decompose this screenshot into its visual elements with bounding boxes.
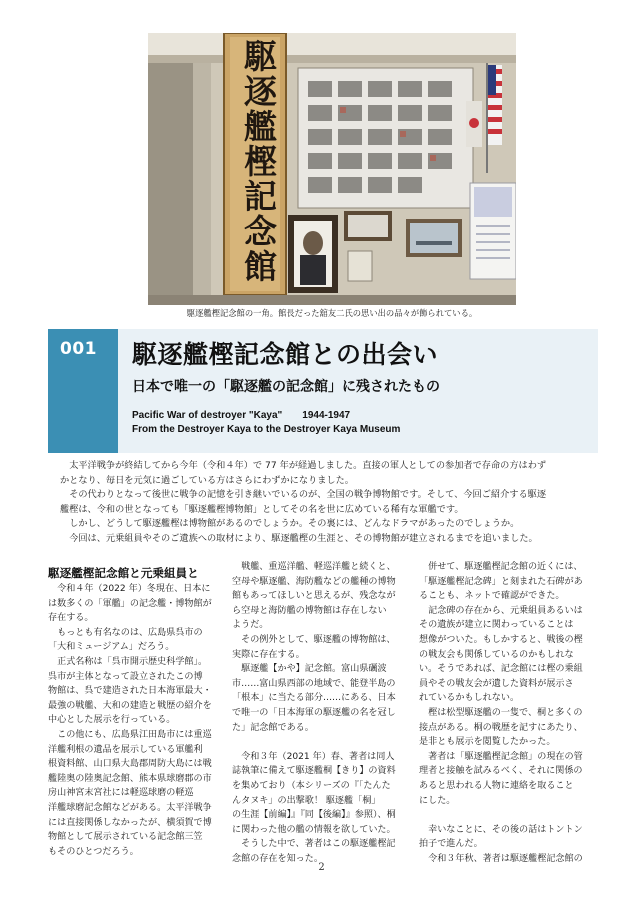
body-line: 最強の戦艦、大和の建造と戦歴の紹介を — [48, 700, 212, 711]
body-line: 著者は「駆逐艦樫記念館」の現在の管 — [428, 751, 583, 762]
body-line: ら空母と海防艦の博物館は存在しない — [232, 605, 387, 616]
body-line: もそのひとつだろう。 — [48, 846, 139, 857]
body-column-1 — [48, 582, 220, 859]
body-line: 誌執筆に備えて駆逐艦桐【きり】の資料 — [232, 766, 396, 777]
body-line: 駆逐艦【かや】記念館。富山県礪波 — [241, 664, 387, 675]
body-line: ようだ。 — [232, 620, 269, 631]
body-line: 員やその戦友会が遺した資料が展示さ — [419, 678, 574, 689]
lead-line: その代わりとなって後世に戦争の記憶を引き継いでいるのが、全国の戦争博物館です。そして、今回ご紹介する駆逐 — [69, 489, 547, 501]
body-line: 房山神宮末宮社には軽巡球磨の軽巡 — [48, 788, 194, 799]
body-line: 根資料館、山口県大島郡周防大島には戦 — [48, 759, 212, 770]
body-line: その例外として、駆逐艦の博物館は、 — [241, 634, 396, 645]
body-line: 存在する。 — [48, 613, 94, 624]
body-line: い。そうであれば、記念館には樫の乗組 — [419, 664, 583, 675]
body-line: この他にも、広島県江田島市には重巡 — [57, 729, 212, 740]
body-line: 戦艦、重巡洋艦、軽巡洋艦と続くと、 — [241, 562, 396, 572]
body-column-2 — [232, 560, 404, 866]
body-line: を集めており（本シリーズの『「たんた — [232, 780, 391, 791]
body-line: 記念碑の存在から、元乗組員あるいは — [428, 605, 583, 616]
body-line: 理者と接触を試みるべく、それに関係の — [419, 766, 583, 777]
body-line: 併せて、駆逐艦樫記念館の近くには、 — [428, 562, 583, 572]
body-line: 市……富山県西部の地域で、能登半島の — [232, 678, 396, 689]
body-line: 「駆逐艦樫記念碑」と刻まれた石碑があ — [419, 576, 583, 587]
lead-line: しかし、どうして駆逐艦樫は博物館があるのでしょうか。その裏には、どんなドラマがあったのでしょうか。 — [69, 518, 520, 530]
body-line: 「根本」に当たる部分……にある、日本 — [232, 693, 396, 704]
body-line: 念館の存在を知った。 — [232, 853, 323, 864]
body-line: 正式名称は「呉市開示歴史科学館」。 — [57, 656, 208, 667]
body-line: 接点がある。桐の戦歴を記すにあたり、 — [419, 722, 583, 733]
body-line: 令和３年（2021 年）春、著者は同人 — [241, 751, 395, 762]
body-line: には直接関係しなかったが、横須賀で博 — [48, 817, 212, 828]
body-line: あると思われる人物に連絡を取ること — [419, 780, 574, 791]
lead-paragraph — [60, 459, 590, 547]
body-line: 想像がついた。もしかすると、戦後の樫 — [419, 634, 583, 645]
lead-line: かとなり、毎日を元気に過ごしている方はさらにわずかになりました。 — [60, 474, 354, 486]
body-line: 「大和ミュージアム」だろう。 — [48, 642, 175, 653]
body-line: 中心とした展示を行っている。 — [48, 715, 176, 726]
body-column-3 — [419, 560, 597, 866]
body-line: 実際に存在する。 — [232, 649, 305, 660]
paragraph-gap — [232, 735, 404, 750]
body-line: 是非とも展示を閲覧したかった。 — [419, 737, 556, 748]
body-line: 令和３年秋、著者は駆逐艦樫記念館の — [428, 853, 583, 864]
body-line: で唯一の「日本海軍の駆逐艦の名を冠し — [232, 707, 396, 718]
body-line: は数多くの「軍艦」の記念艦・博物館が — [48, 598, 212, 609]
chapter-title: 駆逐艦樫記念館との出会い — [132, 340, 439, 369]
body-line: 令和４年（2022 年）冬現在、日本に — [57, 584, 211, 594]
body-line: 幸いなことに、その後の話はトントン — [428, 824, 583, 835]
body-line: ることも、ネットで確認ができた。 — [419, 591, 565, 602]
english-subtitle-line-2: From the Destroyer Kaya to the Destroyer Kaya Museum — [132, 424, 401, 435]
lead-line: 太平洋戦争が終結してから今年（令和４年）で 77 年が経過しました。直接の軍人としての参加者で存命の方はわず — [69, 460, 547, 471]
body-line: 館もあってほしいと思えるが、残念なが — [232, 591, 396, 602]
body-line: んタヌキ」の出撃歌！ 駆逐艦「桐」 — [232, 795, 381, 806]
body-line: にした。 — [419, 795, 456, 806]
body-line: 艦陸奥の陸奥記念館、熊本県球磨郡の市 — [48, 773, 212, 784]
english-subtitle-line-1: Pacific War of destroyer "Kaya" 1944-1947 — [132, 410, 351, 421]
body-line: た」記念館である。 — [232, 722, 314, 733]
body-line: 物館は、呉で建造された日本海軍最大・ — [48, 686, 212, 697]
body-line: れているかもしれない。 — [419, 693, 520, 704]
photo-caption: 駆逐艦樫記念館の一角。館長だった舘友二氏の思い出の品々が飾られている。 — [186, 308, 478, 318]
chapter-number: 001 — [60, 339, 97, 359]
page-number: 2 — [318, 862, 325, 873]
body-line: 呉市が主体となって設立されたこの博 — [48, 671, 203, 682]
body-line: 樫は松型駆逐艦の一隻で、桐と多くの — [428, 707, 583, 718]
body-line: そうした中で、著者はこの駆逐艦樫記 — [241, 839, 396, 850]
section-heading: 駆逐艦樫記念館と元乗組員と — [48, 566, 199, 580]
paragraph-gap — [419, 808, 597, 823]
chapter-number-box — [48, 329, 118, 453]
body-line: の戦友会も関係しているのかもしれな — [419, 649, 574, 660]
body-line: 物館として展示されている記念館三笠 — [48, 832, 203, 843]
lead-line: 艦樫は、令和の世となっても「駆逐艦樫博物館」としてその名を世に広めている稀有な軍艦です。 — [60, 503, 464, 515]
body-line: 洋艦球磨記念館などがある。太平洋戦争 — [48, 802, 212, 813]
body-line: もっとも有名なのは、広島県呉市の — [57, 627, 203, 638]
lead-line: 今回は、元乗組員やそのご遺族への取材により、駆逐艦樫の生涯と、その博物館が建立されるまでを追いました。 — [69, 532, 538, 544]
body-line: 空母や駆逐艦、海防艦などの艦種の博物 — [232, 576, 396, 587]
body-line: 洋艦利根の遺品を展示している軍艦利 — [48, 744, 203, 755]
museum-sign: 駆逐艦樫記念館 — [239, 39, 278, 284]
museum-photo-illustration — [148, 33, 516, 305]
museum-photo — [148, 33, 516, 305]
chapter-english-subtitle — [132, 409, 400, 437]
body-line: の生涯【前編】』『同【後編】』参照）、桐 — [232, 810, 396, 821]
body-line: その遺族が建立に関わっていることは — [419, 620, 574, 631]
body-line: に関わった他の艦の情報を欲していた。 — [232, 824, 396, 835]
chapter-subtitle: 日本で唯一の「駆逐艦の記念館」に残されたもの — [132, 379, 440, 395]
body-line: 拍子で進んだ。 — [419, 839, 483, 850]
